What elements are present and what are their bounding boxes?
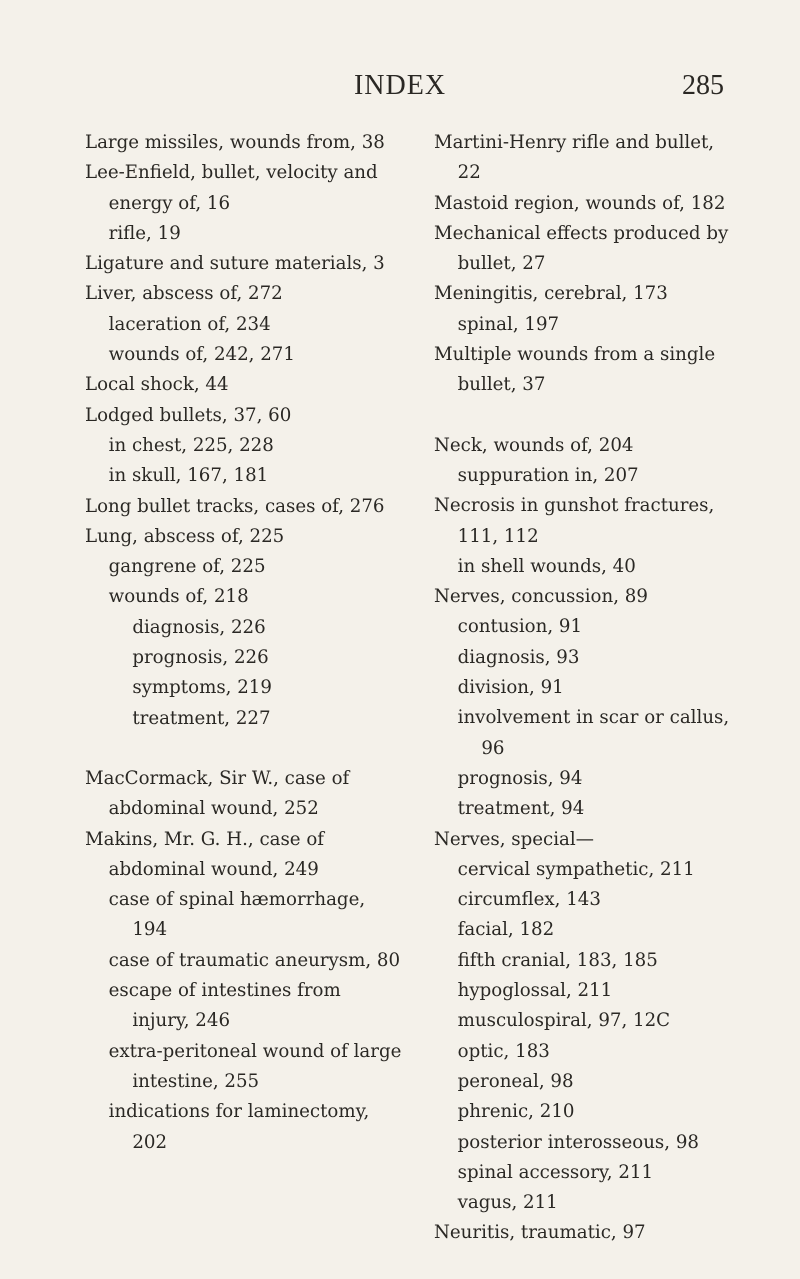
- index-entry: Necrosis in gunshot fractures, 111, 112: [434, 495, 715, 547]
- index-entry: Large missiles, wounds from, 38: [85, 132, 385, 153]
- index-subentry: in shell wounds, 40: [457, 555, 636, 577]
- index-subentry: gangrene of, 225: [108, 556, 266, 578]
- index-subentry: diagnosis, 226: [132, 616, 266, 638]
- index-entry: Martini-Henry rifle and bullet, 22: [434, 132, 715, 184]
- index-entry: Liver, abscess of, 272: [85, 283, 283, 305]
- index-subentry: wounds of, 242, 271: [108, 344, 295, 366]
- index-subentry: contusion, 91: [457, 616, 583, 638]
- index-subentry: cervical sympathetic, 211: [457, 858, 695, 880]
- index-subentry: rifle, 19: [108, 222, 181, 244]
- index-entry: Mastoid region, wounds of, 182: [434, 192, 726, 214]
- index-entry: Local shock, 44: [85, 374, 229, 396]
- index-entry: Neck, wounds of, 204: [434, 434, 634, 456]
- index-entry: Meningitis, cerebral, 173: [434, 283, 668, 305]
- index-subentry: vagus, 211: [457, 1192, 558, 1214]
- index-subentry: prognosis, 94: [457, 767, 583, 789]
- index-entry: Nerves, concussion, 89: [434, 586, 648, 608]
- index-subentry: treatment, 227: [132, 707, 271, 729]
- index-subentry: indications for laminectomy, 202: [108, 1101, 370, 1153]
- index-column-right: [434, 128, 734, 1249]
- index-subentry: case of spinal hæmorrhage, 194: [108, 889, 366, 941]
- index-entry: Lodged bullets, 37, 60: [85, 404, 292, 426]
- index-subentry: treatment, 94: [457, 798, 585, 820]
- index-entry: Long bullet tracks, cases of, 276: [85, 495, 385, 517]
- index-entry: Multiple wounds from a single bullet, 37: [434, 344, 716, 396]
- index-subentry: musculospiral, 97, 12C: [457, 1010, 671, 1032]
- index-subentry: hypoglossal, 211: [457, 980, 613, 1002]
- index-entry: Makins, Mr. G. H., case of abdominal wound, 249: [85, 828, 325, 880]
- index-subentry: spinal, 197: [457, 313, 560, 335]
- index-subentry: division, 91: [457, 677, 564, 699]
- index-subentry: in chest, 225, 228: [108, 434, 274, 456]
- page-number: 285: [682, 70, 724, 101]
- index-subentry: wounds of, 218: [108, 586, 249, 608]
- index-entry: Nerves, special—: [434, 828, 594, 850]
- index-subentry: suppuration in, 207: [457, 464, 639, 486]
- index-entry: Lung, abscess of, 225: [85, 525, 285, 547]
- index-subentry: extra-peritoneal wound of large intestine, 255: [108, 1040, 402, 1092]
- index-subentry: in skull, 167, 181: [108, 465, 269, 487]
- index-subentry: case of traumatic aneurysm, 80: [108, 949, 401, 971]
- index-subentry: involvement in scar or callus, 96: [457, 707, 730, 759]
- index-entry: Mechanical effects produced by bullet, 27: [434, 222, 729, 275]
- index-subentry: escape of intestines from injury, 246: [108, 980, 341, 1032]
- index-subentry: spinal accessory, 211: [457, 1161, 654, 1183]
- index-column-left: [85, 128, 403, 1158]
- index-subentry: phrenic, 210: [457, 1101, 575, 1123]
- index-subentry: diagnosis, 93: [457, 646, 580, 668]
- index-subentry: fifth cranial, 183, 185: [457, 949, 658, 971]
- index-subentry: peroneal, 98: [457, 1070, 574, 1092]
- section-gap: [434, 401, 734, 431]
- index-subentry: symptoms, 219: [132, 677, 272, 699]
- index-subentry: optic, 183: [457, 1040, 550, 1062]
- index-subentry: facial, 182: [457, 919, 555, 941]
- index-subentry: posterior interosseous, 98: [457, 1131, 699, 1153]
- index-entry: Ligature and suture materials, 3: [85, 253, 385, 275]
- section-gap: [85, 734, 403, 764]
- page-header: [0, 70, 800, 110]
- index-subentry: prognosis, 226: [132, 647, 269, 669]
- index-entry: Neuritis, traumatic, 97: [434, 1222, 646, 1244]
- index-entry: MacCormack, Sir W., case of abdominal wound, 252: [85, 767, 350, 820]
- page-title: INDEX: [353, 70, 447, 101]
- index-subentry: laceration of, 234: [108, 313, 271, 335]
- index-entry: Lee-Enfield, bullet, velocity and energy of, 16: [85, 162, 378, 214]
- index-subentry: circumflex, 143: [457, 889, 601, 911]
